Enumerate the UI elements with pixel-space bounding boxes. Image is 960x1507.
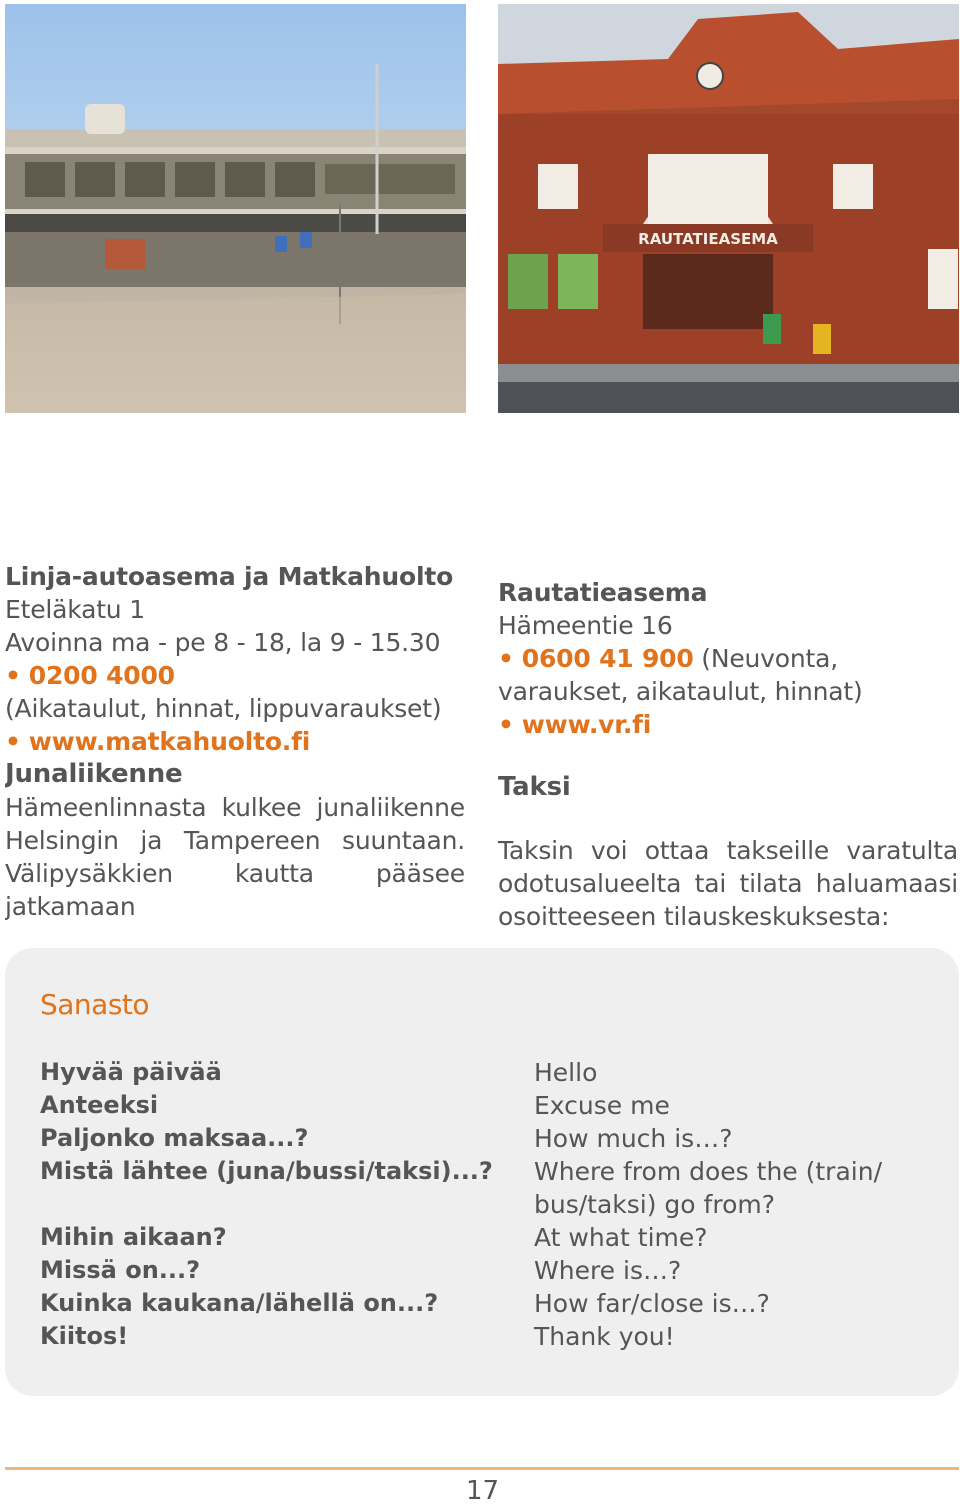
bus-web-line [5, 725, 465, 758]
vocab-english-item: Hello [534, 1058, 598, 1087]
train-section-title: Junaliikenne [5, 759, 183, 789]
vocab-finnish-item: Missä on...? [40, 1256, 201, 1284]
vocab-finnish-item: Mistä lähtee (juna/bussi/taksi)...? [40, 1157, 493, 1185]
taxi-section-title: Taksi [498, 772, 571, 802]
railway-station-address: Hämeentie 16 [498, 611, 673, 640]
vocab-english-item: Where from does the (train/ bus/taksi) go from? [534, 1157, 882, 1219]
vocabulary-finnish-list [40, 1056, 493, 1353]
left-column [5, 560, 465, 975]
vocab-finnish-item: Hyvää päivää [40, 1058, 222, 1086]
bus-station-address: Eteläkatu 1 [5, 595, 145, 624]
bus-phone-note: (Aikataulut, hinnat, lippuvaraukset) [5, 694, 442, 723]
page-number: 17 [465, 1476, 500, 1506]
vocab-finnish-item: Kiitos! [40, 1322, 129, 1350]
bullet-icon: • [5, 727, 21, 756]
train-section-text: Hämeenlinnasta kulkee junaliikenne Helsingin ja Tampereen suuntaan. Välipysäkkien kautta pääsee jatkamaan [5, 793, 465, 921]
bus-phone-line [5, 659, 465, 692]
vocab-english-item: Excuse me [534, 1091, 670, 1120]
bus-station-hours: Avoinna ma - pe 8 - 18, la 9 - 15.30 [5, 628, 441, 657]
bus-station-photo [5, 4, 466, 413]
bullet-icon: • [498, 710, 514, 739]
rail-phone-link[interactable]: 0600 41 900 [521, 644, 694, 673]
bullet-icon: • [5, 661, 21, 690]
vocab-finnish-item: Anteeksi [40, 1091, 159, 1119]
vocab-finnish-item: Paljonko maksaa...? [40, 1124, 309, 1152]
bus-web-link[interactable]: www.matkahuolto.fi [28, 727, 311, 756]
rail-web-line [498, 708, 958, 741]
rail-phone-line [498, 642, 958, 708]
rail-phone-note: (Neuvonta, varaukset, aikataulut, hinnat) [498, 644, 863, 706]
vocabulary-title: Sanasto [40, 988, 150, 1021]
taxi-section-text: Taksin voi ottaa takseille varatulta odotusalueelta tai tilata haluamaasi osoitteeseen tilauskeskuksesta: [498, 836, 958, 931]
bus-station-title: Linja-autoasema ja Matkahuolto [5, 562, 454, 591]
bus-phone-link[interactable]: 0200 4000 [28, 661, 175, 690]
vocab-english-item: Thank you! [534, 1322, 675, 1351]
footer-divider [5, 1467, 959, 1470]
station-sign-text: RAUTATIEASEMA [638, 230, 778, 248]
bullet-icon: • [498, 644, 514, 673]
vocab-english-item: How much is…? [534, 1124, 733, 1153]
right-column [498, 576, 958, 933]
vocab-finnish-item: Kuinka kaukana/lähellä on...? [40, 1289, 439, 1317]
vocab-finnish-item: Mihin aikaan? [40, 1223, 227, 1251]
railway-station-photo [498, 4, 959, 413]
vocab-english-item: At what time? [534, 1223, 708, 1252]
vocabulary-box [5, 948, 959, 1396]
vocab-english-item: Where is…? [534, 1256, 682, 1285]
vocabulary-english-list [534, 1056, 894, 1353]
vocab-english-item: How far/close is…? [534, 1289, 770, 1318]
railway-station-title: Rautatieasema [498, 578, 708, 607]
rail-web-link[interactable]: www.vr.fi [521, 710, 652, 739]
